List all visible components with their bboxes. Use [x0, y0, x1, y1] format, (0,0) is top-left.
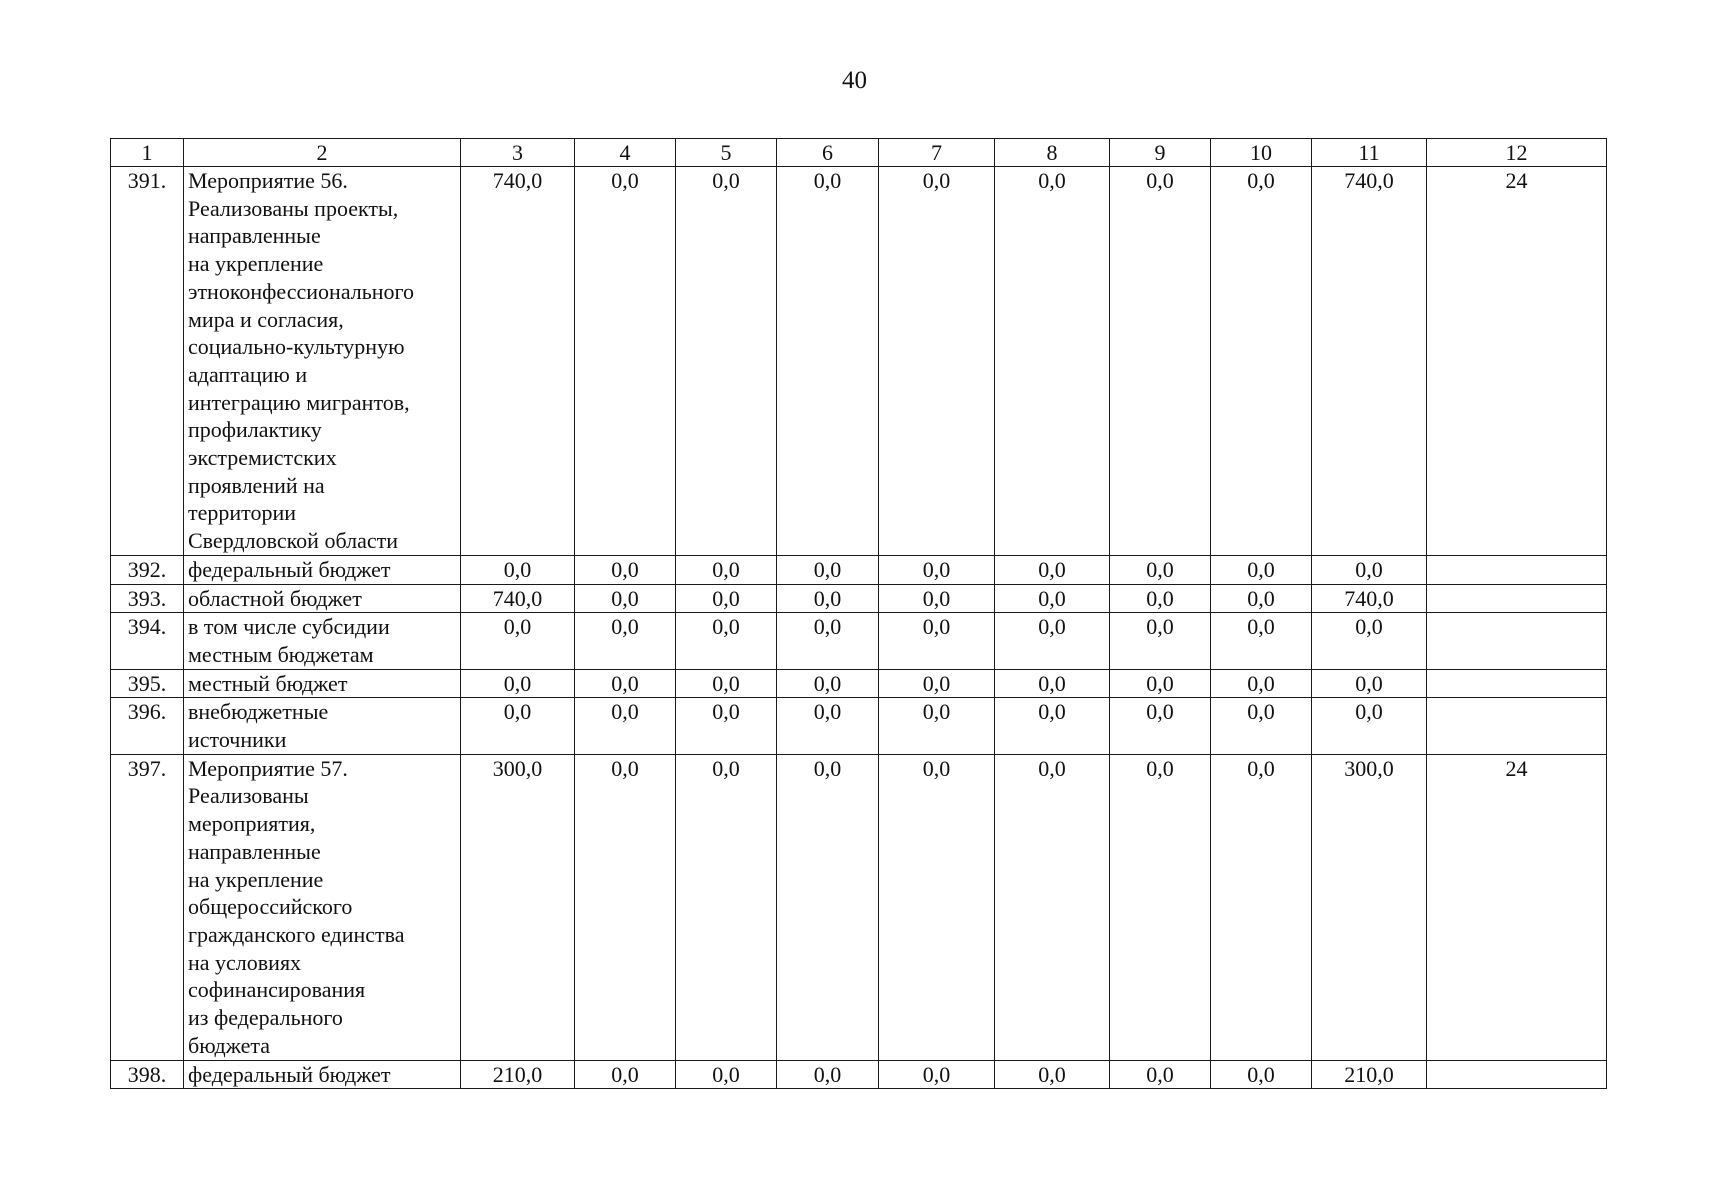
value-cell-col-7: 0,0	[879, 584, 995, 613]
value-cell-col-10: 0,0	[1211, 613, 1312, 669]
row-number: 391.	[111, 167, 184, 556]
column-header-7: 7	[879, 139, 995, 167]
row-description: местный бюджет	[184, 669, 461, 698]
row-number: 392.	[111, 555, 184, 584]
value-cell-col-8: 0,0	[995, 754, 1110, 1060]
value-cell-col-10: 0,0	[1211, 698, 1312, 754]
value-cell-col-5: 0,0	[676, 584, 777, 613]
value-cell-col-5: 0,0	[676, 754, 777, 1060]
row-description: Мероприятие 56. Реализованы проекты, направленные на укрепление этноконфессионального мира и согласия, социально-культурную адаптацию и интеграцию мигрантов, профилактику экстремистских проявлений на территории Свердловской области	[184, 167, 461, 556]
value-cell-col-4: 0,0	[575, 754, 676, 1060]
value-cell-col-6: 0,0	[777, 669, 879, 698]
row-description: в том числе субсидии местным бюджетам	[184, 613, 461, 669]
value-cell-col-4: 0,0	[575, 613, 676, 669]
value-cell-col-8: 0,0	[995, 584, 1110, 613]
value-cell-col-3: 210,0	[461, 1060, 575, 1089]
value-cell-col-8: 0,0	[995, 613, 1110, 669]
value-cell-col-7: 0,0	[879, 669, 995, 698]
value-cell-col-8: 0,0	[995, 1060, 1110, 1089]
value-cell-col-9: 0,0	[1110, 613, 1211, 669]
value-cell-col-10: 0,0	[1211, 669, 1312, 698]
value-cell-col-8: 0,0	[995, 669, 1110, 698]
table-header	[111, 139, 1607, 167]
row-description: Мероприятие 57. Реализованы мероприятия, направленные на укрепление общероссийского гражданского единства на условиях софинансирования из федерального бюджета	[184, 754, 461, 1060]
column-header-4: 4	[575, 139, 676, 167]
table-row	[111, 669, 1607, 698]
target-indicator-cell	[1427, 669, 1607, 698]
value-cell-col-6: 0,0	[777, 555, 879, 584]
row-number: 395.	[111, 669, 184, 698]
value-cell-col-9: 0,0	[1110, 167, 1211, 556]
table-row	[111, 613, 1607, 669]
row-description: федеральный бюджет	[184, 555, 461, 584]
column-header-8: 8	[995, 139, 1110, 167]
value-cell-col-6: 0,0	[777, 613, 879, 669]
table-body	[111, 167, 1607, 1089]
value-cell-col-7: 0,0	[879, 167, 995, 556]
page-number: 40	[842, 67, 867, 94]
column-header-10: 10	[1211, 139, 1312, 167]
value-cell-col-7: 0,0	[879, 613, 995, 669]
value-cell-col-3: 300,0	[461, 754, 575, 1060]
value-cell-col-10: 0,0	[1211, 754, 1312, 1060]
value-cell-col-5: 0,0	[676, 555, 777, 584]
value-cell-col-8: 0,0	[995, 698, 1110, 754]
row-number: 396.	[111, 698, 184, 754]
value-cell-col-11: 740,0	[1312, 584, 1427, 613]
value-cell-col-3: 0,0	[461, 613, 575, 669]
row-description: федеральный бюджет	[184, 1060, 461, 1089]
value-cell-col-7: 0,0	[879, 1060, 995, 1089]
header-row	[111, 139, 1607, 167]
value-cell-col-4: 0,0	[575, 584, 676, 613]
row-description: областной бюджет	[184, 584, 461, 613]
value-cell-col-3: 740,0	[461, 167, 575, 556]
table-row	[111, 698, 1607, 754]
column-header-3: 3	[461, 139, 575, 167]
column-header-6: 6	[777, 139, 879, 167]
value-cell-col-3: 740,0	[461, 584, 575, 613]
column-header-5: 5	[676, 139, 777, 167]
value-cell-col-8: 0,0	[995, 167, 1110, 556]
target-indicator-cell: 24	[1427, 754, 1607, 1060]
table-row	[111, 167, 1607, 556]
row-description: внебюджетные источники	[184, 698, 461, 754]
value-cell-col-6: 0,0	[777, 584, 879, 613]
target-indicator-cell	[1427, 613, 1607, 669]
value-cell-col-4: 0,0	[575, 669, 676, 698]
value-cell-col-5: 0,0	[676, 669, 777, 698]
value-cell-col-11: 0,0	[1312, 555, 1427, 584]
value-cell-col-9: 0,0	[1110, 1060, 1211, 1089]
value-cell-col-11: 0,0	[1312, 669, 1427, 698]
value-cell-col-5: 0,0	[676, 698, 777, 754]
value-cell-col-5: 0,0	[676, 613, 777, 669]
row-number: 397.	[111, 754, 184, 1060]
value-cell-col-11: 300,0	[1312, 754, 1427, 1060]
value-cell-col-10: 0,0	[1211, 584, 1312, 613]
budget-table	[110, 138, 1607, 1089]
row-number: 398.	[111, 1060, 184, 1089]
column-header-9: 9	[1110, 139, 1211, 167]
row-number: 394.	[111, 613, 184, 669]
column-header-2: 2	[184, 139, 461, 167]
value-cell-col-11: 0,0	[1312, 613, 1427, 669]
value-cell-col-3: 0,0	[461, 669, 575, 698]
value-cell-col-6: 0,0	[777, 1060, 879, 1089]
row-number: 393.	[111, 584, 184, 613]
target-indicator-cell	[1427, 698, 1607, 754]
target-indicator-cell	[1427, 1060, 1607, 1089]
value-cell-col-8: 0,0	[995, 555, 1110, 584]
value-cell-col-4: 0,0	[575, 698, 676, 754]
value-cell-col-10: 0,0	[1211, 1060, 1312, 1089]
value-cell-col-7: 0,0	[879, 555, 995, 584]
value-cell-col-9: 0,0	[1110, 669, 1211, 698]
value-cell-col-9: 0,0	[1110, 584, 1211, 613]
value-cell-col-4: 0,0	[575, 555, 676, 584]
value-cell-col-9: 0,0	[1110, 555, 1211, 584]
value-cell-col-6: 0,0	[777, 754, 879, 1060]
value-cell-col-11: 740,0	[1312, 167, 1427, 556]
value-cell-col-5: 0,0	[676, 167, 777, 556]
table-row	[111, 754, 1607, 1060]
value-cell-col-10: 0,0	[1211, 167, 1312, 556]
value-cell-col-4: 0,0	[575, 167, 676, 556]
value-cell-col-9: 0,0	[1110, 698, 1211, 754]
column-header-1: 1	[111, 139, 184, 167]
table-row	[111, 1060, 1607, 1089]
target-indicator-cell	[1427, 584, 1607, 613]
value-cell-col-11: 0,0	[1312, 698, 1427, 754]
value-cell-col-7: 0,0	[879, 698, 995, 754]
value-cell-col-5: 0,0	[676, 1060, 777, 1089]
value-cell-col-9: 0,0	[1110, 754, 1211, 1060]
value-cell-col-10: 0,0	[1211, 555, 1312, 584]
value-cell-col-3: 0,0	[461, 698, 575, 754]
table-row	[111, 555, 1607, 584]
value-cell-col-6: 0,0	[777, 167, 879, 556]
column-header-11: 11	[1312, 139, 1427, 167]
column-header-12: 12	[1427, 139, 1607, 167]
target-indicator-cell	[1427, 555, 1607, 584]
target-indicator-cell: 24	[1427, 167, 1607, 556]
value-cell-col-7: 0,0	[879, 754, 995, 1060]
table-row	[111, 584, 1607, 613]
value-cell-col-6: 0,0	[777, 698, 879, 754]
value-cell-col-11: 210,0	[1312, 1060, 1427, 1089]
value-cell-col-3: 0,0	[461, 555, 575, 584]
value-cell-col-4: 0,0	[575, 1060, 676, 1089]
